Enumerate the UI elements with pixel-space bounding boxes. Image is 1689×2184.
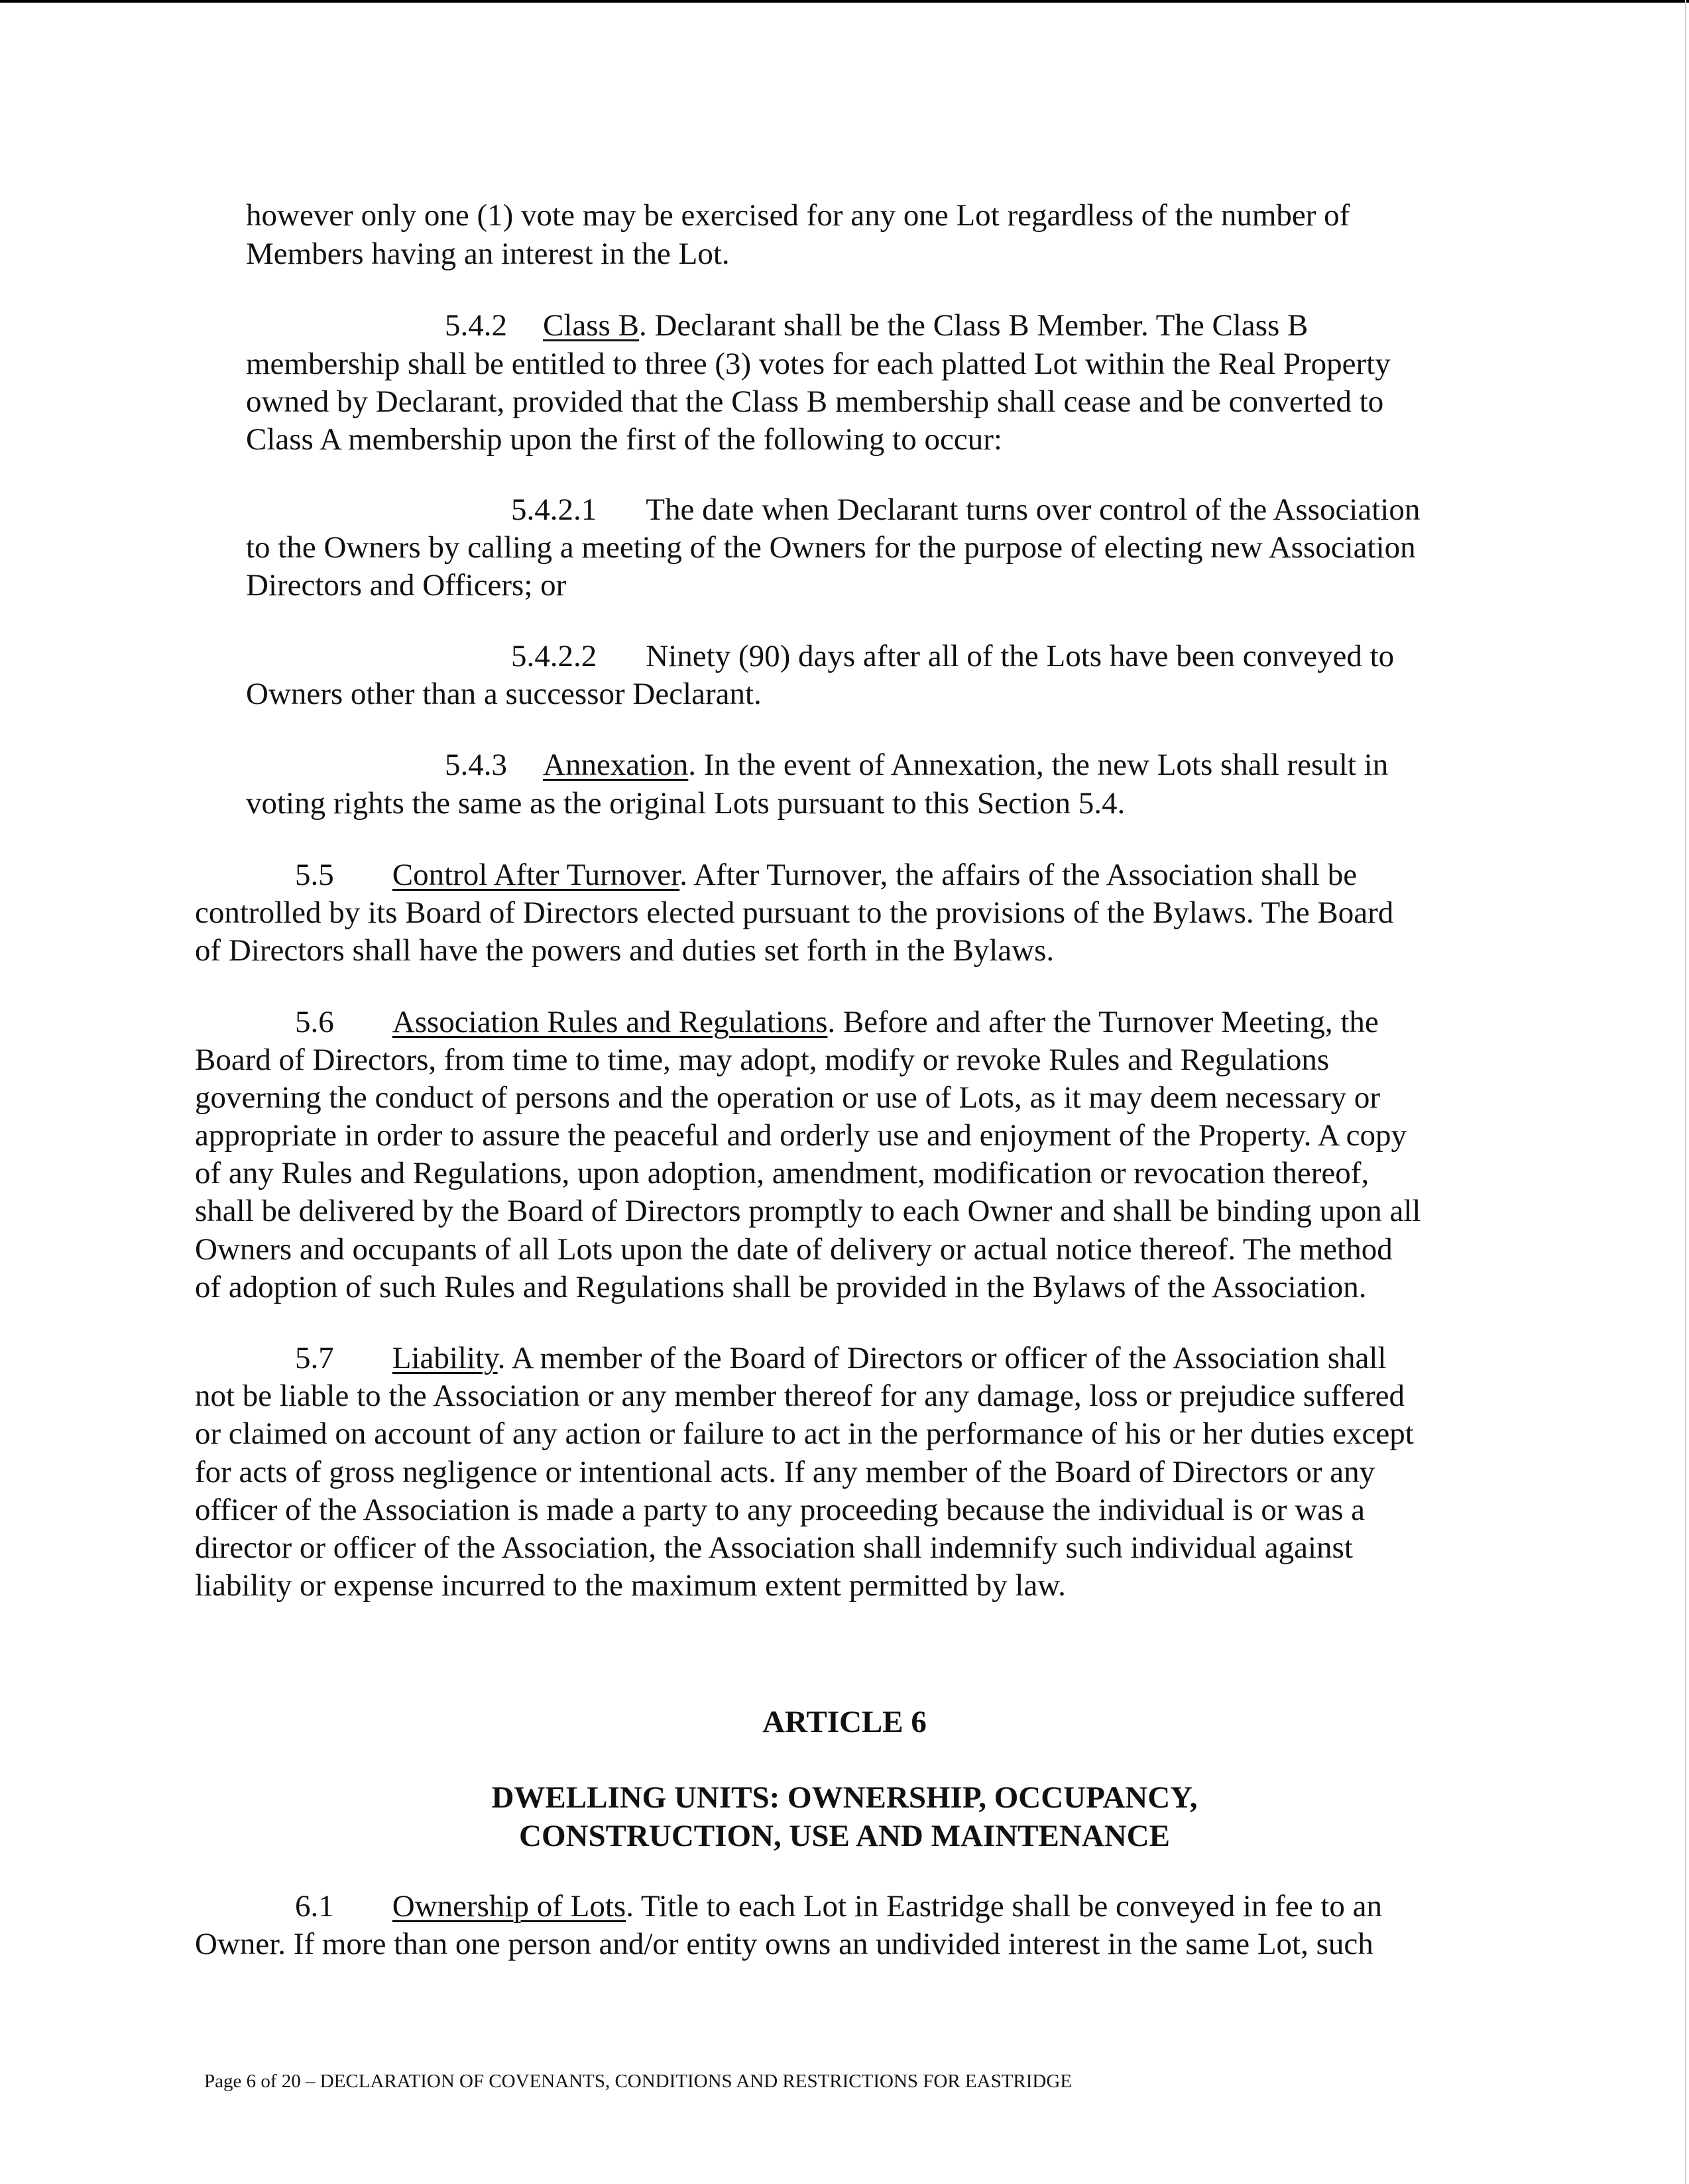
section-text: Ninety (90) days after all of the Lots have been conveyed to [646,639,1395,673]
section-title: Association Rules and Regulations [392,1005,828,1039]
text-line: director or officer of the Association, the Association shall indemnify such individual against [195,1530,1353,1565]
article-title: ARTICLE 6 [762,1705,927,1739]
section-title: Annexation [543,748,689,782]
page-footer: Page 6 of 20 – DECLARATION OF COVENANTS, CONDITIONS AND RESTRICTIONS FOR EASTRIDGE [204,2071,1073,2092]
section-heading-line [295,1340,1386,1377]
section-title: Ownership of Lots [392,1889,626,1924]
section-number: 5.4.2.2 [511,639,597,673]
text-line: Owner. If more than one person and/or entity owns an undivided interest in the same Lot, such [195,1927,1373,1961]
section-number: 5.4.3 [445,748,507,782]
text-line: liability or expense incurred to the maximum extent permitted by law. [195,1568,1066,1603]
text-line: Owners other than a successor Declarant. [246,677,762,711]
section-heading-line [295,1004,1379,1041]
section-text: . A member of the Board of Directors or officer of the Association shall [497,1341,1387,1375]
text-line: not be liable to the Association or any member thereof for any damage, loss or prejudice suffered [195,1379,1405,1413]
section-heading-line [511,638,1394,675]
section-text: . Title to each Lot in Eastridge shall be conveyed in fee to an [626,1889,1382,1924]
text-line: appropriate in order to assure the peaceful and orderly use and enjoyment of the Property. A copy [195,1118,1407,1153]
text-line: of any Rules and Regulations, upon adoption, amendment, modification or revocation thereof, [195,1156,1369,1190]
section-text: . After Turnover, the affairs of the Association shall be [679,858,1358,892]
section-heading-line [295,856,1357,893]
section-number: 6.1 [295,1889,334,1924]
section-heading-line [511,491,1420,528]
text-line: officer of the Association is made a party to any proceeding because the individual is or was a [195,1493,1366,1527]
text-line: Class A membership upon the first of the following to occur: [246,422,1002,457]
text-line: voting rights the same as the original Lots pursuant to this Section 5.4. [246,786,1126,821]
text-line: Board of Directors, from time to time, may adopt, modify or revoke Rules and Regulations [195,1043,1330,1077]
text-line: membership shall be entitled to three (3) votes for each platted Lot within the Real Property [246,347,1391,381]
text-line: or claimed on account of any action or failure to act in the performance of his or her duties except [195,1416,1414,1451]
section-text: . Declarant shall be the Class B Member. The Class B [638,308,1309,343]
text-line: owned by Declarant, provided that the Class B membership shall cease and be converted to [246,384,1384,419]
text-line: governing the conduct of persons and the operation or use of Lots, as it may deem necessary or [195,1080,1381,1115]
section-text: . In the event of Annexation, the new Lots shall result in [688,748,1389,782]
section-title: Control After Turnover [392,858,680,892]
text-line: for acts of gross negligence or intentional acts. If any member of the Board of Directors or any [195,1455,1375,1489]
section-heading-line [295,1888,1382,1925]
section-title: Class B [543,308,639,343]
section-text: The date when Declarant turns over control of the Association [646,492,1421,527]
text-line: to the Owners by calling a meeting of the Owners for the purpose of electing new Association [246,530,1416,565]
section-number: 5.6 [295,1005,334,1039]
article-subtitle-line-1: DWELLING UNITS: OWNERSHIP, OCCUPANCY, [491,1780,1198,1815]
section-number: 5.4.2.1 [511,492,597,527]
section-heading-line [445,746,1388,783]
section-number: 5.7 [295,1341,334,1375]
text-line: controlled by its Board of Directors elected pursuant to the provisions of the Bylaws. The Board [195,895,1394,930]
page-right-edge [1685,0,1686,2184]
page-top-border [0,0,1689,3]
section-text: . Before and after the Turnover Meeting, the [827,1005,1379,1039]
text-line: Members having an interest in the Lot. [246,237,730,271]
text-line: however only one (1) vote may be exercised for any one Lot regardless of the number of [246,198,1350,233]
section-heading-line [445,307,1308,344]
text-line: Owners and occupants of all Lots upon the date of delivery or actual notice thereof. The method [195,1232,1393,1267]
text-line: shall be delivered by the Board of Directors promptly to each Owner and shall be binding upon all [195,1194,1421,1228]
section-title: Liability [392,1341,498,1375]
text-line: of Directors shall have the powers and duties set forth in the Bylaws. [195,933,1055,968]
text-line: of adoption of such Rules and Regulations shall be provided in the Bylaws of the Association. [195,1270,1367,1304]
text-line: Directors and Officers; or [246,568,567,603]
article-subtitle-line-2: CONSTRUCTION, USE AND MAINTENANCE [519,1819,1170,1853]
section-number: 5.5 [295,858,334,892]
section-number: 5.4.2 [445,308,507,343]
